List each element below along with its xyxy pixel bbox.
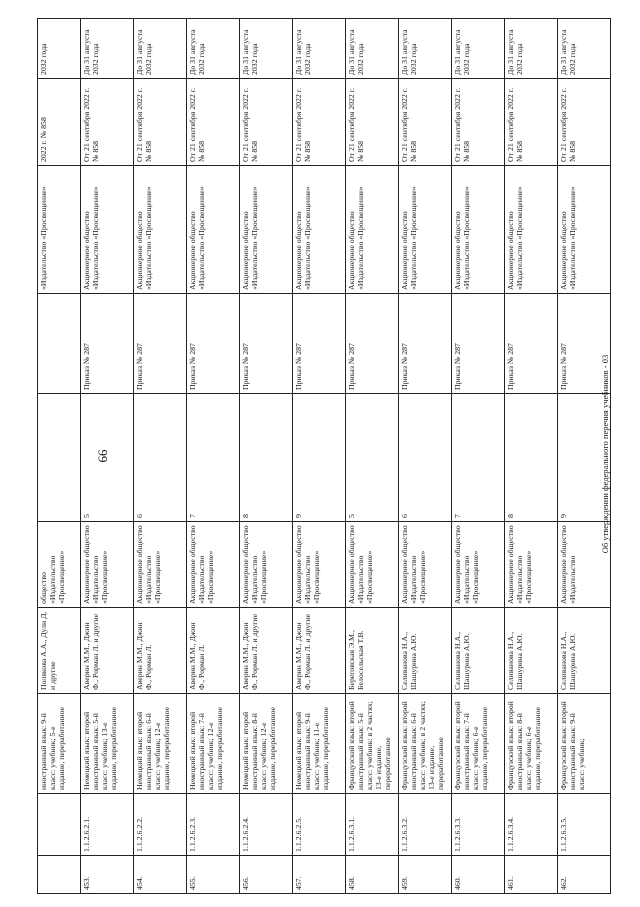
cell-publisher: Акционерное общество «Издательство «Просвещение» bbox=[187, 522, 240, 608]
cell-publisher: Акционерное общество «Издательство «Просвещение» bbox=[452, 522, 505, 608]
cell-num: 453. bbox=[81, 856, 134, 894]
cell-title: Немецкий язык: второй иностранный язык: 6-й класс: учебник; 12-е издание, переработанное bbox=[134, 694, 187, 794]
cell-code: 1.1.2.6.3.3. bbox=[452, 794, 505, 856]
cell-title: Немецкий язык: второй иностранный язык: 8-й класс: учебник; 12-е издание, переработанное bbox=[240, 694, 293, 794]
cell-grade: 5 bbox=[346, 394, 399, 522]
cell-num: 459. bbox=[399, 856, 452, 894]
cell-date-from: 2022 г. № 858 bbox=[38, 79, 81, 166]
cell-title: Французский язык: второй иностранный язык: 5-й класс: учебник: в 2 частях; 13-е издание, переработанное bbox=[346, 694, 399, 794]
cell-code: 1.1.2.6.3.1. bbox=[346, 794, 399, 856]
cell-publisher: Акционерное общество «Издательство «Просвещение» bbox=[134, 522, 187, 608]
cell-order: Приказ № 287 bbox=[452, 294, 505, 394]
cell-num: 456. bbox=[240, 856, 293, 894]
cell-publisher: Акционерное общество «Издательство «Просвещение» bbox=[346, 522, 399, 608]
cell-title: Французский язык: второй иностранный язык: 7-й класс: учебник; 6-е издание, переработанное bbox=[452, 694, 505, 794]
cell-date-from: От 21 сентября 2022 г. № 858 bbox=[293, 79, 346, 166]
rotated-page bbox=[37, 19, 610, 894]
cell-publisher: общество «Издательство «Просвещение» bbox=[38, 522, 81, 608]
cell-publisher: Акционерное общество «Издательство «Просвещение» bbox=[399, 522, 452, 608]
cell-order: Приказ № 287 bbox=[134, 294, 187, 394]
cell-title: Немецкий язык: второй иностранный язык: 5-й класс: учебник; 13-е издание, переработанное bbox=[81, 694, 134, 794]
cell-publisher: Акционерное общество «Издательство bbox=[558, 522, 611, 608]
cell-num: 458. bbox=[346, 856, 399, 894]
cell-org: Акционерное общество «Издательство «Просвещение» bbox=[187, 166, 240, 294]
cell-authors: Селиванова Н.А., Шашурина А.Ю. bbox=[399, 608, 452, 694]
cell-org: Акционерное общество «Издательство «Просвещение» bbox=[346, 166, 399, 294]
cell-grade: 8 bbox=[240, 394, 293, 522]
cell-grade: 5 bbox=[81, 394, 134, 522]
cell-grade: 6 bbox=[399, 394, 452, 522]
cell-order bbox=[38, 294, 81, 394]
table-row bbox=[134, 19, 187, 894]
cell-num: 462. bbox=[558, 856, 611, 894]
cell-title: Немецкий язык: второй иностранный язык: 7-й класс: учебник; 12-е издание, переработанное bbox=[187, 694, 240, 794]
cell-authors: Аверин М.М., Джин Ф., Рорман Л. bbox=[187, 608, 240, 694]
cell-order: Приказ № 287 bbox=[187, 294, 240, 394]
cell-publisher: Акционерное общество «Издательство «Просвещение» bbox=[240, 522, 293, 608]
cell-title: Французский язык: второй иностранный язык: 8-й класс: учебник; 6-е издание, переработанное bbox=[505, 694, 558, 794]
cell-grade: 9 bbox=[293, 394, 346, 522]
cell-order: Приказ № 287 bbox=[346, 294, 399, 394]
table-row bbox=[240, 19, 293, 894]
cell-num: 454. bbox=[134, 856, 187, 894]
cell-date-from: От 21 сентября 2022 г. № 858 bbox=[240, 79, 293, 166]
cell-org: Акционерное общество «Издательство «Просвещение» bbox=[452, 166, 505, 294]
cell-date-to: До 31 августа 2032 года bbox=[134, 19, 187, 79]
cell-authors: Аверин М.М., Джин Ф., Рорман Л. и другие bbox=[81, 608, 134, 694]
cell-order: Приказ № 287 bbox=[505, 294, 558, 394]
cell-authors: Аверин М.М., Джин Ф., Рорман Л. и другие bbox=[240, 608, 293, 694]
footer-text: Об утверждении федерального перечня учебников - 03 bbox=[600, 354, 610, 554]
cell-authors: Береговская Э.М., Белосельская Т.В. bbox=[346, 608, 399, 694]
cell-date-from: От 21 сентября 2022 г. № 858 bbox=[505, 79, 558, 166]
cell-date-to: 2032 года bbox=[38, 19, 81, 79]
cell-org: Акционерное общество «Издательство «Просвещение» bbox=[293, 166, 346, 294]
page-number: 99 bbox=[95, 449, 111, 463]
cell-date-from: От 21 сентября 2022 г. № 858 bbox=[187, 79, 240, 166]
table-row bbox=[81, 19, 134, 894]
cell-publisher: Акционерное общество «Издательство «Просвещение» bbox=[293, 522, 346, 608]
cell-date-to: До 31 августа 2032 года bbox=[505, 19, 558, 79]
cell-title: Французский язык: второй иностранный язык: 9-й класс: учебник; bbox=[558, 694, 611, 794]
cell-order: Приказ № 287 bbox=[81, 294, 134, 394]
cell-title: Французский язык: второй иностранный язык: 6-й класс: учебник: в 2 частях; 13-е издание, переработанное bbox=[399, 694, 452, 794]
cell-date-from: От 21 сентября 2022 г. № 858 bbox=[452, 79, 505, 166]
cell-authors: Селиванова Н.А., Шашурина А.Ю. bbox=[505, 608, 558, 694]
cell-grade: 6 bbox=[134, 394, 187, 522]
cell-org: Акционерное общество «Издательство «Просвещение» bbox=[505, 166, 558, 294]
cell-code bbox=[38, 794, 81, 856]
cell-date-to: До 31 августа 2032 года bbox=[81, 19, 134, 79]
cell-org: Акционерное общество «Издательство «Просвещение» bbox=[399, 166, 452, 294]
cell-order: Приказ № 287 bbox=[399, 294, 452, 394]
cell-grade: 7 bbox=[187, 394, 240, 522]
cell-date-to: До 31 августа 2032 года bbox=[187, 19, 240, 79]
cell-authors: Аверин М.М., Джин Ф., Рорман Л. и другие bbox=[293, 608, 346, 694]
cell-date-from: От 21 сентября 2022 г. № 858 bbox=[346, 79, 399, 166]
table-row bbox=[505, 19, 558, 894]
cell-num: 455. bbox=[187, 856, 240, 894]
cell-grade bbox=[38, 394, 81, 522]
cell-title: иностранный язык: 9-й класс: учебник; 5-е издание, переработанное bbox=[38, 694, 81, 794]
cell-grade: 9 bbox=[558, 394, 611, 522]
cell-date-to: До 31 августа 2032 года bbox=[346, 19, 399, 79]
cell-org: Акционерное общество «Издательство «Просвещение» bbox=[81, 166, 134, 294]
cell-order: Приказ № 287 bbox=[558, 294, 611, 394]
cell-authors: Селиванова Н.А., Шашурина А.Ю. bbox=[452, 608, 505, 694]
cell-order: Приказ № 287 bbox=[293, 294, 346, 394]
cell-date-from: От 21 сентября 2022 г. № 858 bbox=[134, 79, 187, 166]
cell-org: Акционерное общество «Издательство «Просвещение» bbox=[134, 166, 187, 294]
cell-grade: 8 bbox=[505, 394, 558, 522]
table-row bbox=[399, 19, 452, 894]
cell-code: 1.1.2.6.2.2. bbox=[134, 794, 187, 856]
cell-code: 1.1.2.6.3.4. bbox=[505, 794, 558, 856]
cell-code: 1.1.2.6.2.1. bbox=[81, 794, 134, 856]
cell-num bbox=[38, 856, 81, 894]
cell-date-from: От 21 сентября 2022 г. № 858 bbox=[81, 79, 134, 166]
cell-date-to: До 31 августа 2032 года bbox=[452, 19, 505, 79]
cell-org: «Издательство «Просвещение» bbox=[38, 166, 81, 294]
cell-publisher: Акционерное общество «Издательство «Просвещение» bbox=[81, 522, 134, 608]
cell-code: 1.1.2.6.3.5. bbox=[558, 794, 611, 856]
cell-num: 461. bbox=[505, 856, 558, 894]
cell-code: 1.1.2.6.2.5. bbox=[293, 794, 346, 856]
cell-authors: Селиванова Н.А., Шашурина А.Ю. bbox=[558, 608, 611, 694]
cell-order: Приказ № 287 bbox=[240, 294, 293, 394]
cell-date-to: До 31 августа 2032 года bbox=[240, 19, 293, 79]
table-row-continued bbox=[38, 19, 81, 894]
cell-grade: 7 bbox=[452, 394, 505, 522]
cell-code: 1.1.2.6.3.2. bbox=[399, 794, 452, 856]
table-row bbox=[452, 19, 505, 894]
cell-num: 457. bbox=[293, 856, 346, 894]
table-row bbox=[558, 19, 611, 894]
cell-authors: Полякова А.А., Дули Д. и другие bbox=[38, 608, 81, 694]
cell-date-to: До 31 августа 2032 года bbox=[399, 19, 452, 79]
cell-date-to: До 31 августа 2032 года bbox=[293, 19, 346, 79]
cell-publisher: Акционерное общество «Издательство «Просвещение» bbox=[505, 522, 558, 608]
cell-date-to: До 31 августа 2032 года bbox=[558, 19, 611, 79]
cell-title: Немецкий язык: второй иностранный язык: 9-й класс: учебник; 11-е издание, переработанное bbox=[293, 694, 346, 794]
textbook-table bbox=[37, 18, 611, 894]
table-row bbox=[187, 19, 240, 894]
cell-num: 460. bbox=[452, 856, 505, 894]
table-row bbox=[293, 19, 346, 894]
cell-org: Акционерное общество «Издательство «Просвещение» bbox=[240, 166, 293, 294]
cell-code: 1.1.2.6.2.3. bbox=[187, 794, 240, 856]
cell-date-from: От 21 сентября 2022 г. № 858 bbox=[558, 79, 611, 166]
cell-code: 1.1.2.6.2.4. bbox=[240, 794, 293, 856]
cell-org: Акционерное общество «Издательство «Просвещение» bbox=[558, 166, 611, 294]
table-row bbox=[346, 19, 399, 894]
cell-date-from: От 21 сентября 2022 г. № 858 bbox=[399, 79, 452, 166]
table-body bbox=[38, 19, 611, 894]
cell-authors: Аверин М.М., Джин Ф., Рорман Л. bbox=[134, 608, 187, 694]
